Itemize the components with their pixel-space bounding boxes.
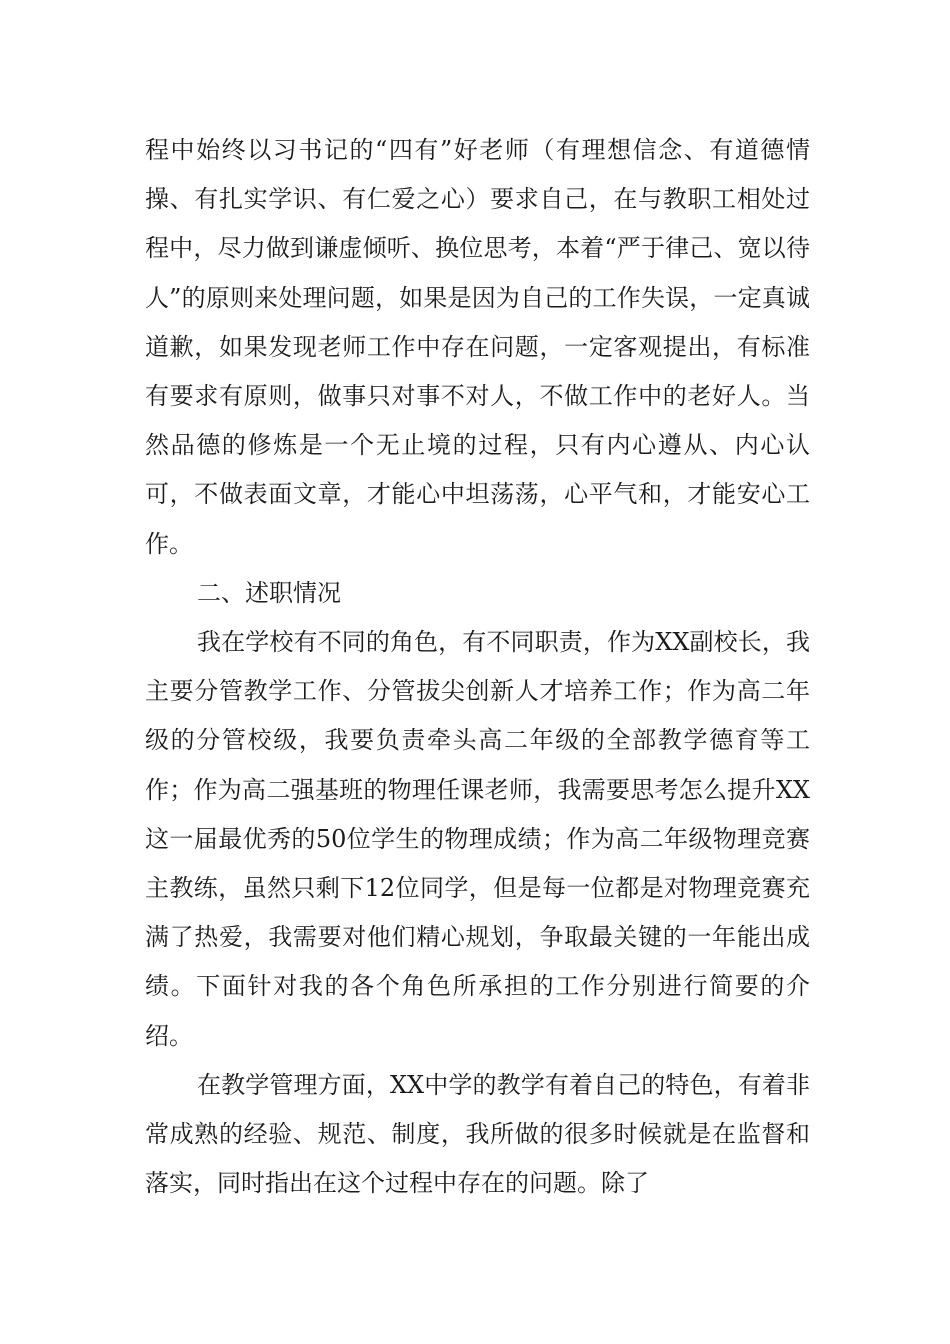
paragraph-teaching-management: 在教学管理方面，XX中学的教学有着自己的特色，有着非常成熟的经验、规范、制度，我所做的很多时候就是在监督和落实，同时指出在这个过程中存在的问题。除了 bbox=[145, 1070, 810, 1198]
document-page bbox=[145, 126, 810, 1208]
paragraph-continuation: 程中始终以习书记的“四有”好老师（有理想信念、有道德情操、有扎实学识、有仁爱之心）要求自己，在与教职工相处过程中，尽力做到谦虚倾听、换位思考，本着“严于律己、宽以待人”的原则来处理问题，如果是因为自己的工作失误，一定真诚道歉，如果发现老师工作中存在问题，一定客观提出，有标准有要求有原则，做事只对事不对人，不做工作中的老好人。当然品德的修炼是一个无止境的过程，只有内心遵从、内心认可，不做表面文章，才能心中坦荡荡，心平气和，才能安心工作。 bbox=[145, 136, 810, 558]
paragraph-roles: 我在学校有不同的角色，有不同职责，作为XX副校长，我主要分管教学工作、分管拔尖创新人才培养工作；作为高二年级的分管校级，我要负责牵头高二年级的全部教学德育等工作；作为高二强基班的物理任课老师，我需要思考怎么提升XX这一届最优秀的50位学生的物理成绩；作为高二年级物理竞赛主教练，虽然只剩下12位同学，但是每一位都是对物理竞赛充满了热爱，我需要对他们精心规划，争取最关键的一年能出成绩。下面针对我的各个角色所承担的工作分别进行简要的介绍。 bbox=[145, 628, 810, 1050]
section-heading-report: 二、述职情况 bbox=[197, 578, 341, 607]
